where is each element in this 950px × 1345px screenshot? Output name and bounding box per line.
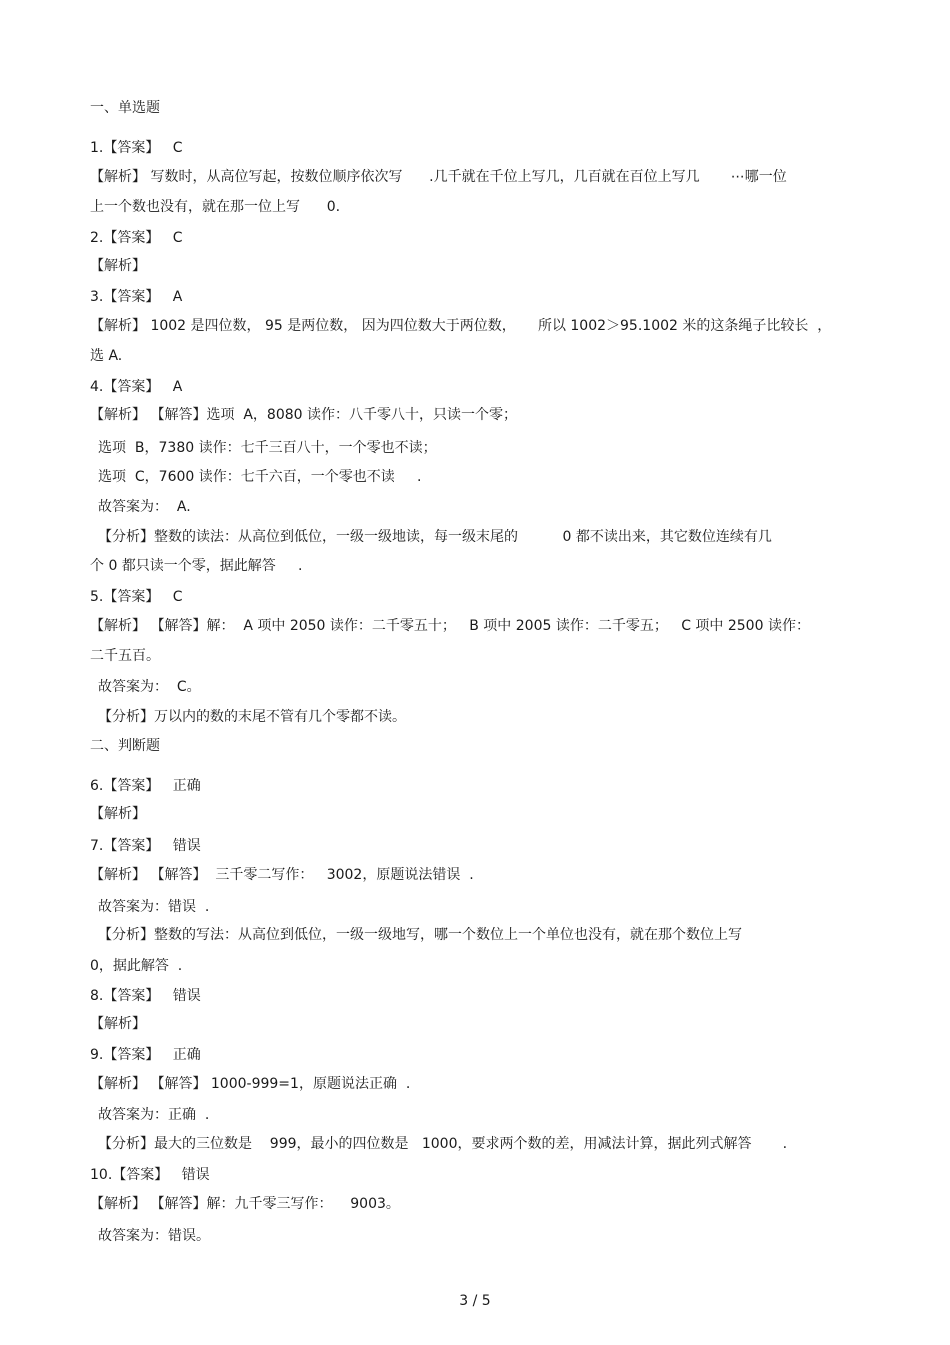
text-line: 选项 B，7380 读作：七千三百八十，一个零也不读； [98, 440, 437, 456]
text-line: 2.【答案】 C [90, 230, 183, 246]
text-line: 【解析】 【解答】解： A 项中 2050 读作：二千零五十； B 项中 2005 读作：二千零五； C 项中 2500 读作： [90, 618, 810, 634]
text-line: 9.【答案】 正确 [90, 1047, 201, 1063]
text-line: 1.【答案】 C [90, 140, 183, 156]
text-line: 【解析】 【解答】 三千零二写作： 3002，原题说法错误 . [90, 867, 474, 883]
text-line: 【解析】 【解答】解：九千零三写作： 9003。 [90, 1196, 400, 1212]
text-line: 0，据此解答 . [90, 958, 183, 974]
text-line: 6.【答案】 正确 [90, 778, 201, 794]
text-line: 7.【答案】 错误 [90, 838, 201, 854]
text-line: 【解析】 [90, 258, 146, 274]
text-line: 3.【答案】 A [90, 289, 183, 305]
text-line: 【分析】整数的读法：从高位到低位，一级一级地读，每一级末尾的 0 都不读出来，其它数位连续有几 [98, 529, 772, 545]
text-line: 【解析】 【解答】 1000-999=1，原题说法正确 . [90, 1076, 411, 1092]
text-line: 故答案为：错误 . [98, 899, 210, 915]
text-line: 【解析】 写数时，从高位写起，按数位顺序依次写 .几千就在千位上写几，几百就在百位上写几 ⋯哪一位 [90, 169, 787, 185]
text-line: 10.【答案】 错误 [90, 1167, 210, 1183]
text-line: 故答案为： C。 [98, 679, 201, 695]
text-line: 故答案为： A. [98, 499, 191, 515]
text-line: 【分析】最大的三位数是 999，最小的四位数是 1000，要求两个数的差，用减法计算，据此列式解答 . [98, 1136, 788, 1152]
text-line: 选 A. [90, 348, 123, 364]
page-number: 3 / 5 [459, 1293, 491, 1309]
text-line: 4.【答案】 A [90, 379, 183, 395]
text-line: 【分析】万以内的数的末尾不管有几个零都不读。 [98, 709, 406, 725]
text-line: 上一个数也没有，就在那一位上写 0. [90, 199, 341, 215]
text-line: 二、判断题 [90, 738, 160, 754]
text-line: 选项 C，7600 读作：七千六百，一个零也不读 . [98, 469, 422, 485]
text-line: 【解析】 【解答】选项 A，8080 读作：八千零八十，只读一个零； [90, 407, 518, 423]
text-line: 【分析】整数的写法：从高位到低位，一级一级地写，哪一个数位上一个单位也没有，就在那个数位上写 [98, 927, 742, 943]
text-line: 【解析】 [90, 1016, 146, 1032]
text-line: 【解析】 1002 是四位数， 95 是两位数， 因为四位数大于两位数， 所以 1002＞95.1002 米的这条绳子比较长 ， [90, 318, 832, 334]
text-line: 故答案为：错误。 [98, 1228, 210, 1244]
text-line: 一、单选题 [90, 100, 160, 116]
text-line: 二千五百。 [90, 648, 160, 664]
text-line: 5.【答案】 C [90, 589, 183, 605]
text-line: 故答案为：正确 . [98, 1107, 210, 1123]
text-line: 8.【答案】 错误 [90, 988, 201, 1004]
text-line: 【解析】 [90, 806, 146, 822]
text-line: 个 0 都只读一个零，据此解答 . [90, 558, 303, 574]
